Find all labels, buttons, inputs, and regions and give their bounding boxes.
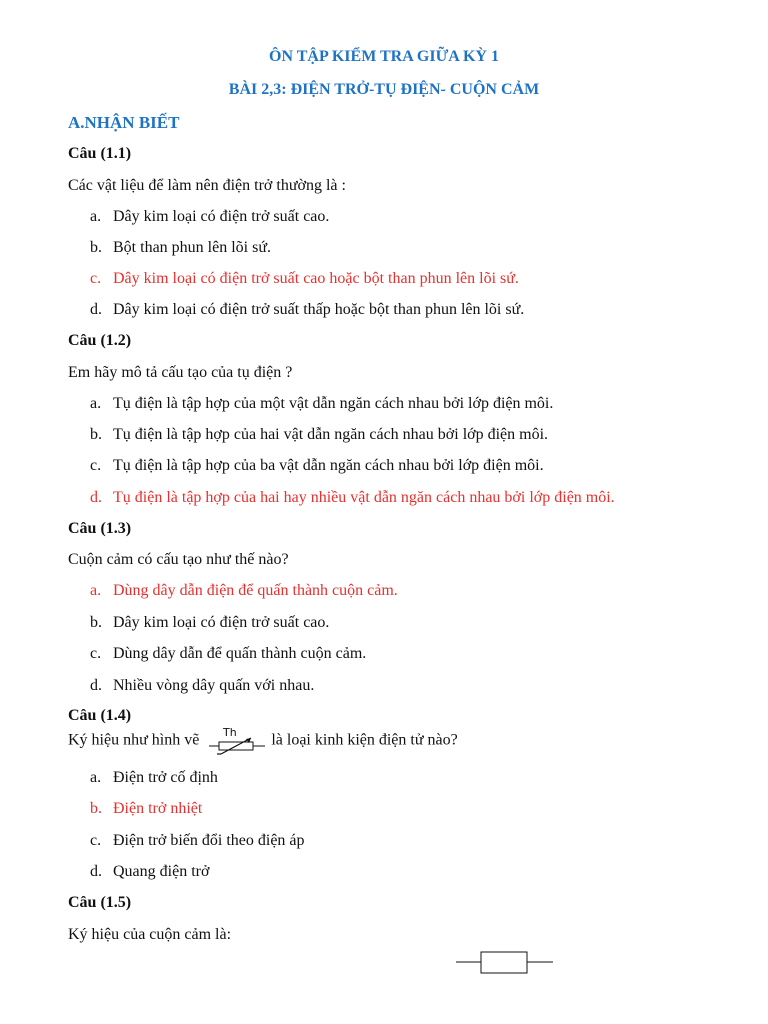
option-text: Tụ điện là tập hợp của hai vật dẫn ngăn cách nhau bởi lớp điện môi. <box>113 426 549 443</box>
option-text: Quang điện trở <box>113 863 210 880</box>
option-d <box>90 677 314 695</box>
option-text: Tụ điện là tập hợp của hai hay nhiều vật dẫn ngăn cách nhau bởi lớp điện môi. <box>113 489 615 506</box>
option-letter: b. <box>90 614 102 631</box>
option-text: Tụ điện là tập hợp của một vật dẫn ngăn cách nhau bởi lớp điện môi. <box>113 395 554 412</box>
option-letter: b. <box>90 800 102 817</box>
option-letter: d. <box>90 677 102 694</box>
option-d <box>90 301 524 319</box>
option-b <box>90 426 548 444</box>
stem-text-after: là loại kinh kiện điện tử nào? <box>271 731 458 749</box>
option-text: Dây kim loại có điện trở suất thấp hoặc bột than phun lên lõi sứ. <box>113 301 525 318</box>
option-letter: a. <box>90 582 102 599</box>
question-label: Câu (1.5) <box>68 894 132 911</box>
option-letter: a. <box>90 769 102 786</box>
option-text: Điện trở biến đổi theo điện áp <box>113 832 305 849</box>
option-c <box>90 645 366 663</box>
option-letter: d. <box>90 489 102 506</box>
option-letter: b. <box>90 239 102 256</box>
option-a-answer <box>90 582 398 600</box>
page-title: ÔN TẬP KIỂM TRA GIỮA KỲ 1 <box>269 48 499 65</box>
question-stem: Ký hiệu của cuộn cảm là: <box>68 926 232 943</box>
option-b-answer <box>90 800 202 818</box>
page-subtitle: BÀI 2,3: ĐIỆN TRỞ-TỤ ĐIỆN- CUỘN CẢM <box>228 81 540 98</box>
question-stem: Cuộn cảm có cấu tạo như thế nào? <box>68 551 289 568</box>
question-label: Câu (1.2) <box>68 332 132 349</box>
option-b <box>90 239 271 257</box>
option-a <box>90 208 329 226</box>
question-label: Câu (1.3) <box>68 520 132 537</box>
stem-text-before: Ký hiệu như hình vẽ <box>68 731 200 749</box>
option-text: Tụ điện là tập hợp của ba vật dẫn ngăn cách nhau bởi lớp điện môi. <box>113 457 544 474</box>
option-c-answer <box>90 270 519 288</box>
option-text: Dây kim loại có điện trở suất cao. <box>113 208 330 225</box>
symbol-label: Th <box>223 726 238 739</box>
option-letter: c. <box>90 457 102 474</box>
section-heading: A.NHẬN BIẾT <box>68 113 180 132</box>
option-text: Bột than phun lên lõi sứ. <box>113 239 271 256</box>
option-letter: d. <box>90 863 102 880</box>
option-c <box>90 457 544 475</box>
question-stem: Em hãy mô tả cấu tạo của tụ điện ? <box>68 364 293 381</box>
option-text: Dây kim loại có điện trở suất cao. <box>113 614 330 631</box>
option-a <box>90 395 553 413</box>
option-letter: a. <box>90 208 102 225</box>
resistor-symbol-icon <box>454 950 556 976</box>
option-letter: a. <box>90 395 102 412</box>
question-stem: Các vật liệu để làm nên điện trở thường là : <box>68 177 346 194</box>
option-a <box>90 769 218 787</box>
thermistor-symbol-icon <box>207 724 267 758</box>
question-label: Câu (1.4) <box>68 707 132 724</box>
option-text: Dùng dây dẫn để quấn thành cuộn cảm. <box>113 645 367 662</box>
option-text: Nhiều vòng dây quấn với nhau. <box>113 677 315 694</box>
option-letter: c. <box>90 832 102 849</box>
question-label: Câu (1.1) <box>68 145 132 162</box>
option-text: Điện trở nhiệt <box>113 800 203 817</box>
question-stem <box>68 724 458 758</box>
option-d-answer <box>90 489 615 507</box>
option-text: Dây kim loại có điện trở suất cao hoặc bột than phun lên lõi sứ. <box>113 270 519 287</box>
option-c <box>90 832 305 850</box>
option-text: Điện trở cố định <box>113 769 218 786</box>
option-text: Dùng dây dẫn điện để quấn thành cuộn cảm. <box>113 582 398 599</box>
option-b <box>90 614 329 632</box>
option-d <box>90 863 209 881</box>
option-letter: c. <box>90 270 102 287</box>
option-letter: c. <box>90 645 102 662</box>
option-letter: b. <box>90 426 102 443</box>
option-letter: d. <box>90 301 102 318</box>
